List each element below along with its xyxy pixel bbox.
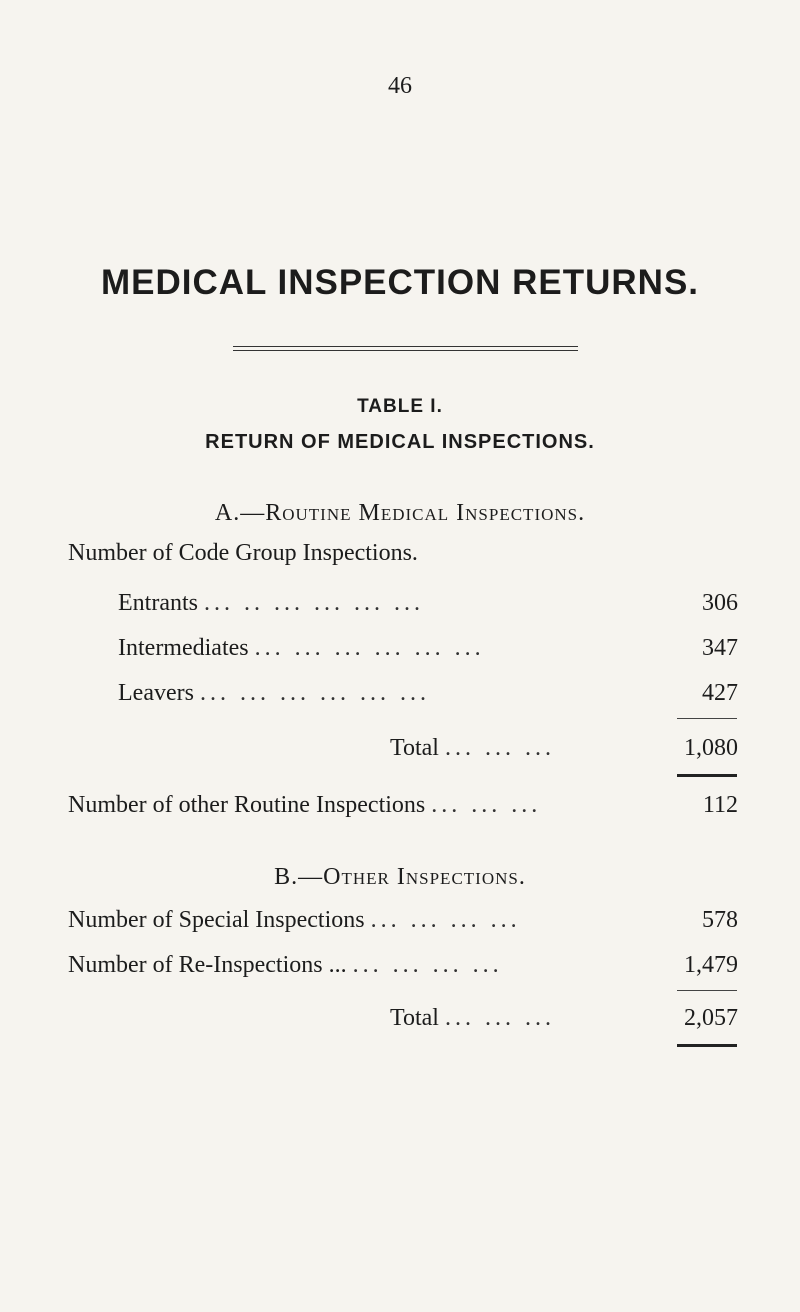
total-label: Total: [390, 735, 439, 761]
section-a-intro: Number of Code Group Inspections.: [68, 540, 418, 566]
total-value: 1,080: [684, 735, 738, 761]
row-value: 1,479: [684, 952, 738, 978]
row-label: Entrants: [118, 590, 198, 616]
leader-dots: ... ... ... ...: [352, 952, 503, 978]
row-entrants: [118, 590, 738, 617]
row-label: Number of other Routine Inspections: [68, 792, 426, 818]
section-a-heading: A.—Routine Medical Inspections.: [214, 500, 586, 526]
row-leavers: [118, 680, 738, 707]
row-value: 427: [702, 680, 738, 706]
title-divider: [233, 346, 578, 351]
row-value: 347: [702, 635, 738, 661]
section-b-heading: B.—Other Inspections.: [274, 864, 526, 890]
leader-dots: ... ... ...: [444, 1005, 555, 1031]
row-value: 578: [702, 907, 738, 933]
table-title: TABLE I.: [357, 396, 443, 417]
row-total-b: [390, 1005, 738, 1032]
row-special: [68, 907, 738, 934]
row-value: 306: [702, 590, 738, 616]
leader-dots: ... ... ... ...: [370, 907, 521, 933]
total-rule: [677, 1044, 737, 1047]
leader-dots: ... ... ... ... ... ...: [199, 680, 430, 706]
row-total-a: [390, 735, 738, 762]
leader-dots: ... .. ... ... ... ...: [203, 590, 424, 616]
leader-dots: ... ... ...: [431, 792, 542, 818]
total-label: Total: [390, 1005, 439, 1031]
total-rule: [677, 774, 737, 777]
leader-dots: ... ... ... ... ... ...: [254, 635, 485, 661]
row-label: Number of Re-Inspections ...: [68, 952, 347, 978]
leader-dots: ... ... ...: [444, 735, 555, 761]
row-label: Number of Special Inspections: [68, 907, 365, 933]
table-subtitle: RETURN OF MEDICAL INSPECTIONS.: [205, 431, 595, 453]
subtotal-rule: [677, 718, 737, 719]
row-reinspections: [68, 952, 738, 979]
row-label: Leavers: [118, 680, 194, 706]
page-number: 46: [388, 73, 412, 99]
row-label: Intermediates: [118, 635, 249, 661]
row-intermediates: [118, 635, 738, 662]
total-value: 2,057: [684, 1005, 738, 1031]
row-other-routine: [68, 792, 738, 819]
page-title: MEDICAL INSPECTION RETURNS.: [100, 263, 700, 302]
row-value: 112: [702, 792, 738, 818]
subtotal-rule: [677, 990, 737, 991]
